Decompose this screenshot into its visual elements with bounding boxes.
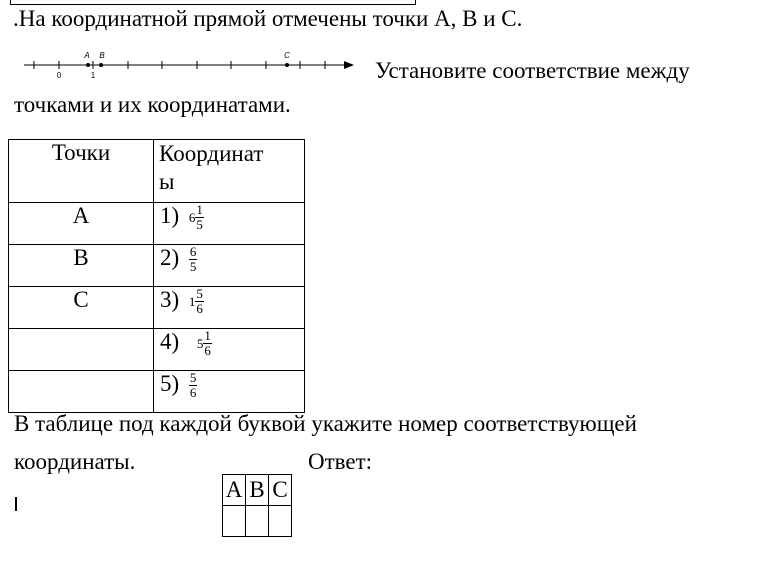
fraction [189, 371, 198, 400]
answer-input-c[interactable] [269, 506, 292, 537]
point-a-dot [86, 63, 90, 67]
point-b-label: B [99, 51, 105, 60]
point-b-dot [99, 63, 103, 67]
number-line-svg [20, 50, 360, 80]
instruction-part1: Установите соответствие между [375, 58, 690, 83]
mixed-number [189, 245, 198, 274]
denominator: 6 [204, 343, 211, 359]
coordinate-cell [154, 329, 305, 371]
option-number: 2) [160, 245, 180, 270]
point-c-label: C [284, 51, 290, 60]
answer-instruction-line2: координаты. [14, 449, 136, 474]
mixed-number [189, 287, 204, 316]
coordinate-cell [154, 287, 305, 329]
option-number: 3) [160, 287, 180, 312]
tick-label-one: 1 [90, 71, 96, 80]
table-row [9, 371, 305, 413]
option-number: 1) [160, 203, 180, 228]
option-number: 5) [160, 371, 180, 396]
answer-label: Ответ: [308, 449, 373, 474]
matching-table [8, 139, 305, 413]
numerator: 5 [196, 286, 203, 302]
answer-column-a: А [223, 475, 246, 506]
whole-part: 6 [188, 209, 196, 225]
denominator: 5 [189, 259, 197, 275]
point-cell: А [9, 203, 154, 245]
numerator: 1 [204, 328, 211, 344]
point-cell [9, 371, 154, 413]
point-cell [9, 329, 154, 371]
number-line [20, 50, 360, 85]
numerator: 1 [196, 202, 203, 218]
task-intro: .На координатной прямой отмечены точки А, В и С. [13, 6, 523, 31]
point-c-dot [285, 63, 289, 67]
coordinate-cell [154, 203, 305, 245]
mixed-number [189, 203, 204, 232]
point-cell: С [9, 287, 154, 329]
top-frame [10, 0, 416, 5]
fraction [203, 329, 212, 358]
matching-table-header [9, 140, 305, 203]
table-row [9, 287, 305, 329]
table-row [9, 203, 305, 245]
denominator: 5 [196, 217, 203, 233]
table-row [9, 245, 305, 287]
answer-input-b[interactable] [246, 506, 269, 537]
instruction-part2: точками и их координатами. [14, 92, 291, 117]
text-cursor [15, 497, 17, 511]
answer-input-a[interactable] [223, 506, 246, 537]
point-cell: В [9, 245, 154, 287]
tick-label-zero: 0 [56, 71, 62, 80]
denominator: 6 [189, 385, 197, 401]
whole-part: 1 [188, 293, 196, 309]
answer-instruction-line1: В таблице под каждой буквой укажите номер соответствующей [14, 411, 637, 436]
denominator: 6 [196, 301, 203, 317]
answer-table [222, 474, 292, 537]
answer-column-c: С [269, 475, 292, 506]
fraction [195, 203, 204, 232]
coordinate-cell [154, 371, 305, 413]
header-coordinates: Координат ы [154, 140, 305, 203]
header-points: Точки [9, 140, 154, 203]
fraction [195, 287, 204, 316]
mixed-number [189, 371, 198, 400]
numerator: 5 [189, 370, 197, 386]
answer-header-row [223, 475, 292, 506]
point-a-label: A [84, 51, 90, 60]
answer-column-b: В [246, 475, 269, 506]
mixed-number [197, 329, 212, 358]
coordinate-cell [154, 245, 305, 287]
answer-input-row [223, 506, 292, 537]
whole-part: 5 [196, 335, 204, 351]
numerator: 6 [189, 244, 197, 260]
number-line-arrow [344, 61, 354, 69]
fraction [189, 245, 198, 274]
option-number: 4) [160, 329, 180, 354]
table-row [9, 329, 305, 371]
